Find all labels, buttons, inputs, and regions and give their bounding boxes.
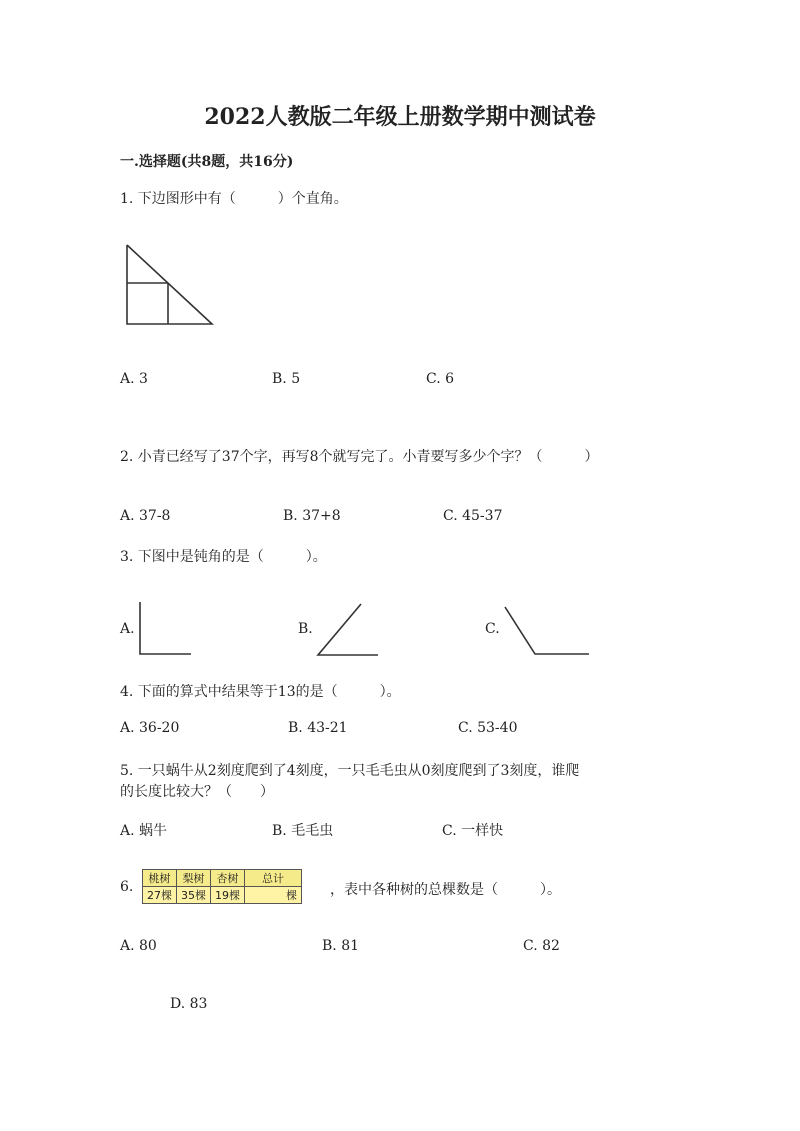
q6-option-a: A. 80: [120, 938, 157, 954]
obtuse-angle-figure: [502, 604, 592, 658]
table-value-apricot: 19棵: [211, 887, 245, 904]
q1-option-c: C. 6: [426, 371, 455, 387]
section-heading: 一.选择题(共8题，共16分): [120, 154, 294, 170]
tree-count-table: [142, 869, 302, 904]
q2-option-a: A. 37-8: [120, 508, 171, 524]
table-value-peach: 27棵: [143, 887, 177, 904]
table-header-apricot: 杏树: [211, 870, 245, 887]
q1-option-a: A. 3: [120, 371, 148, 387]
page-title: 2022人教版二年级上册数学期中测试卷: [204, 104, 596, 130]
question-4: 4. 下面的算式中结果等于13的是（ ）。: [120, 684, 401, 700]
table-header-peach: 桃树: [143, 870, 177, 887]
question-6-number: 6.: [120, 879, 134, 895]
q5-option-c: C. 一样快: [442, 823, 504, 839]
q6-option-d: D. 83: [170, 996, 208, 1012]
question-3: 3. 下图中是钝角的是（ ）。: [120, 549, 327, 565]
table-value-pear: 35棵: [177, 887, 211, 904]
question-5-line-1: 5. 一只蜗牛从2刻度爬到了4刻度，一只毛毛虫从0刻度爬到了3刻度，谁爬: [120, 763, 580, 779]
q5-option-b: B. 毛毛虫: [272, 823, 334, 839]
q4-option-b: B. 43-21: [288, 720, 348, 736]
q3-option-b: B.: [298, 621, 313, 637]
question-1: 1. 下边图形中有（ ）个直角。: [120, 191, 348, 207]
q4-option-c: C. 53-40: [458, 720, 518, 736]
acute-angle-figure: [314, 602, 382, 658]
question-2: 2. 小青已经写了37个字，再写8个就写完了。小青要写多少个字？（ ）: [120, 449, 599, 465]
table-header-total: 总计: [245, 870, 302, 887]
q1-option-b: B. 5: [272, 371, 301, 387]
question-5-line-2: 的长度比较大？（ ）: [120, 784, 274, 800]
q3-option-c: C.: [485, 621, 500, 637]
right-triangle-figure: [120, 240, 220, 330]
right-angle-figure: [138, 600, 194, 658]
q2-option-b: B. 37+8: [283, 508, 341, 524]
question-6: ，表中各种树的总棵数是（ ）。: [330, 882, 561, 898]
table-header-pear: 梨树: [177, 870, 211, 887]
q5-option-a: A. 蜗牛: [120, 823, 168, 839]
table-value-total: 棵: [245, 887, 302, 904]
q6-option-b: B. 81: [322, 938, 360, 954]
q6-option-c: C. 82: [523, 938, 560, 954]
q4-option-a: A. 36-20: [120, 720, 180, 736]
q2-option-c: C. 45-37: [443, 508, 503, 524]
q3-option-a: A.: [120, 621, 135, 637]
